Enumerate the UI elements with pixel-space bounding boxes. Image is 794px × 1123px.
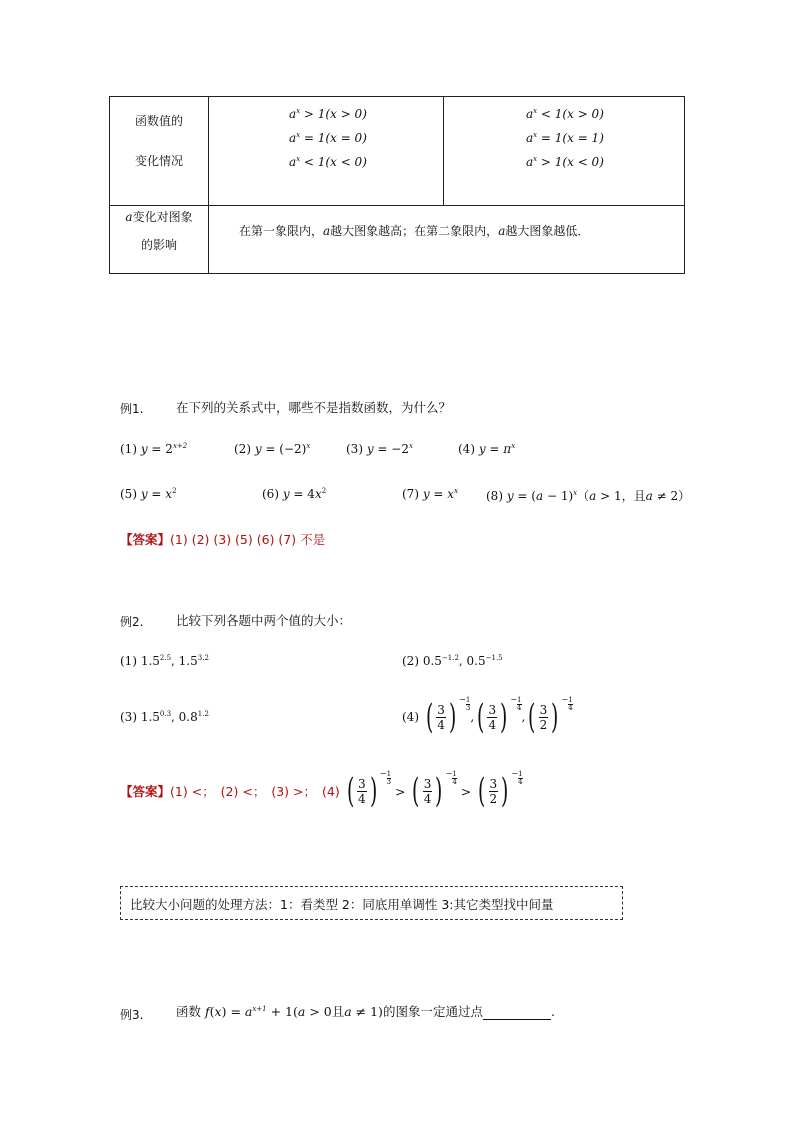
ex2-item-2: (2) $0.5^{-1.2}$, $0.5^{-1.5}$ [402,654,503,668]
ex2-item-1: (1) $1.5^{2.5}$, $1.5^{3.2}$ [120,654,209,668]
ex2-label: 例2. [120,615,144,629]
row1-label-line2: 变化情况 [134,154,183,168]
ex1-item-3: (3) $y = -2^x$ [346,442,413,456]
row1-right-formula-1: $a^x < 1(x > 0)$ [526,107,604,121]
ex2-item-4: (4) ( $\frac{3}{4}$ ) − $\frac{1}{3}$ , ( $\frac{3}{4}$ ) − $\frac{1}{4}$ , ( $\frac{3}{2}$ ) − $\frac{1}{4}$ [402,694,573,737]
row2-label-line2: 的影响 [140,238,177,252]
row1-right-formula-3: $a^x > 1(x < 0)$ [526,155,604,169]
ex3-question: 函数 $f(x) = a^{x+1} + 1(a > 0$且a ≠ 1)的图象一定通过点 . [176,1004,555,1019]
ex2-item-3: (3) $1.5^{0.3}$, $0.8^{1.2}$ [120,710,209,724]
row1-right-formula-2: $a^x = 1(x = 1)$ [526,131,604,145]
var-a: a [125,210,133,224]
ex1-item-7: (7) $y = x^x$ [402,487,459,501]
answer-blank[interactable] [483,1007,551,1020]
table-divider-horizontal [109,205,685,206]
ex1-item-6: (6) $y = 4x^2$ [262,487,327,501]
ex1-item-8: (8) $y = (a - 1)^x(a > 1$，且a ≠ 2） [486,489,691,503]
row1-left-formula-2: $a^x = 1(x = 0)$ [289,131,367,145]
ex1-item-4: (4) $y = \pi^x$ [458,442,516,456]
ex1-item-2: (2) $y = (-2)^x$ [234,442,311,456]
ex1-item-1: (1) $y = 2^{x+2}$ [120,442,188,456]
table-divider-vertical-1 [208,96,209,274]
ex3-label: 例3. [120,1008,144,1022]
tip-text: 比较大小问题的处理方法：1：看类型 2：同底用单调性 3:其它类型找中间量 [130,897,554,912]
ex1-answer: 【答案】(1) (2) (3) (5) (6) (7) 不是 [120,532,326,547]
ex1-item-5: (5) $y = x^2$ [120,487,177,501]
table-divider-vertical-2 [443,96,444,205]
row1-left-formula-1: $a^x > 1(x > 0)$ [289,107,367,121]
row1-left-formula-3: $a^x < 1(x < 0)$ [289,155,367,169]
ex1-question: 在下列的关系式中，哪些不是指数函数，为什么？ [176,400,452,415]
row1-label-line1: 函数值的 [134,114,183,128]
ex2-answer: 【答案】 (1) <； (2) <； (3) >； (4) ( $\frac{3}{4}$ ) − $\frac{1}{3}$ > ( $\frac{3}{4}$ ) − $\frac{1}{4}$ > ( $\frac{3}{2}$ ) − $\frac{1}{4}$ [120,768,523,811]
ex2-question: 比较下列各题中两个值的大小： [176,613,352,628]
ex1-label: 例1. [120,402,144,416]
row2-content: 在第一象限内，a越大图象越高；在第二象限内，a越大图象越低． [239,224,590,238]
row2-label-line1: a变化对图象 [125,210,193,224]
